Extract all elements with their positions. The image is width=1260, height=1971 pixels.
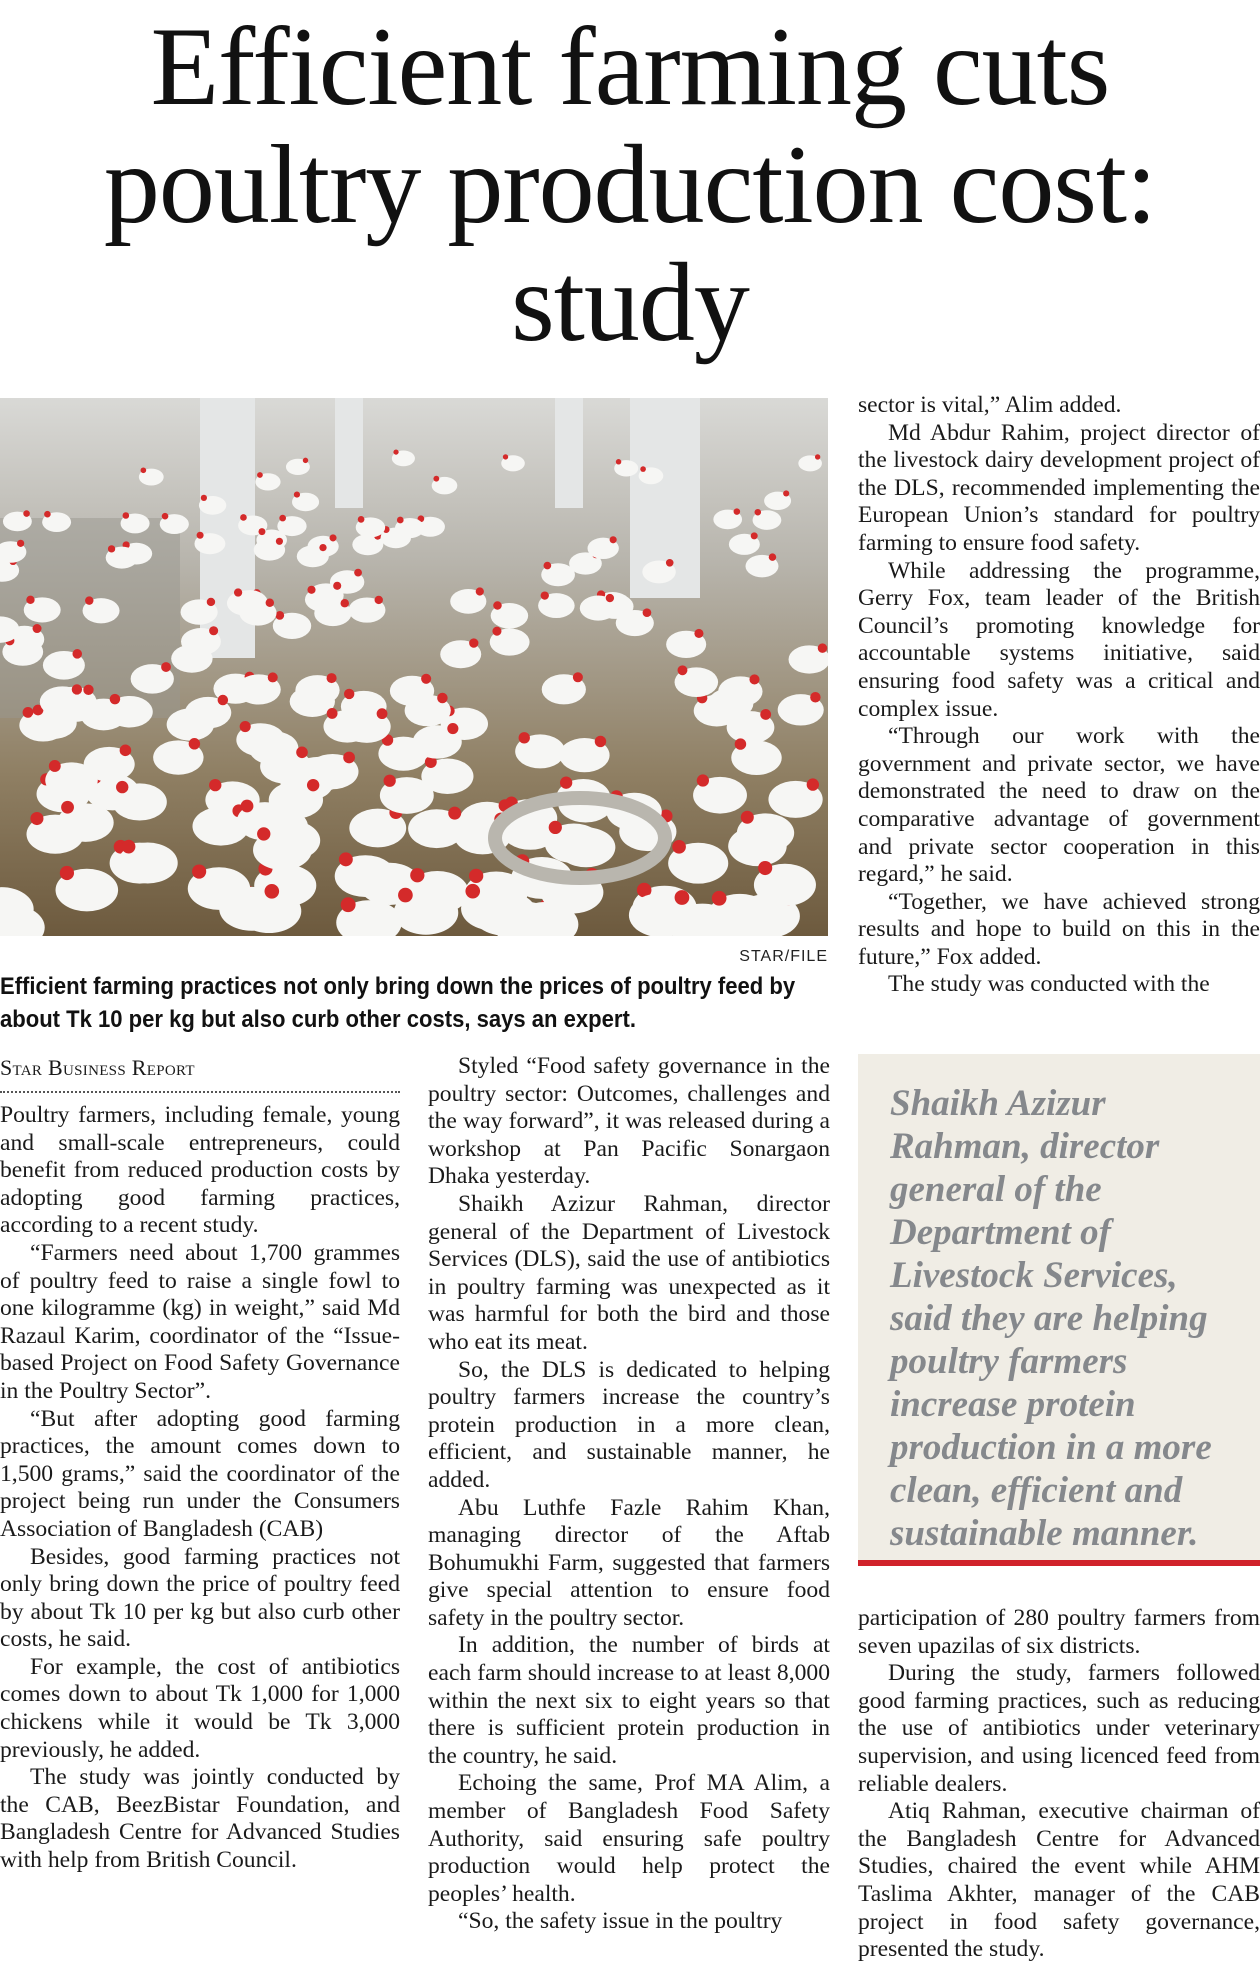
paragraph: “But after adopting good farming practices, the amount comes down to 1,500 grams,” said the coordinator of the project being run under the Consumers Association of Bangladesh (CAB)	[0, 1405, 400, 1542]
paragraph: Echoing the same, Prof MA Alim, a member of Bangladesh Food Safety Authority, said ensuring safe poultry production would help protect the peoples’ health.	[428, 1770, 830, 1907]
paragraph: “Through our work with the government and private sector, we have demonstrated the need to draw on the comparative advantage of government and private sector cooperation in this regard,” he said.	[858, 723, 1260, 888]
paragraph: The study was jointly conducted by the CAB, BeezBistar Foundation, and Bangladesh Centre for Advanced Studies with help from British Council.	[0, 1764, 400, 1874]
paragraph: Atiq Rahman, executive chairman of the Bangladesh Centre for Advanced Studies, chaired the event while AHM Taslima Akhter, manager of the CAB project in food safety governance, presented the study.	[858, 1798, 1260, 1963]
paragraph: “So, the safety issue in the poultry	[458, 1908, 783, 1935]
paragraph: In addition, the number of birds at each farm should increase to at least 8,000 within the next six to eight years so that there is sufficient protein production in the country, he said.	[428, 1632, 830, 1769]
pillar	[555, 398, 583, 508]
photo-caption: Efficient farming practices not only bring down the prices of poultry feed by about Tk 10 per kg but also curb other costs, says an expert.	[0, 973, 796, 1033]
pillar	[335, 398, 363, 508]
article-column-2	[428, 1053, 830, 1936]
paragraph: So, the DLS is dedicated to helping poultry farmers increase the country’s protein production in a more clean, efficient, and sustainable manner, he added.	[428, 1356, 830, 1493]
byline: Star Business Report	[0, 1055, 400, 1093]
paragraph: Md Abdur Rahim, project director of the livestock dairy development project of the DLS, recommended implementing the European Union’s standard for poultry farming to ensure food safety.	[858, 419, 1260, 556]
paragraph: sector is vital,” Alim added.	[858, 392, 1122, 418]
article-column-1	[0, 1102, 400, 1875]
poultry-farm-photo	[0, 398, 828, 936]
article-column-3-top	[858, 392, 1260, 999]
paragraph: The study was conducted with the	[888, 971, 1210, 998]
paragraph: During the study, farmers followed good farming practices, such as reducing the use of antibiotics under veterinary supervision, and using licenced feed from reliable dealers.	[858, 1660, 1260, 1797]
paragraph: participation of 280 poultry farmers from seven upazilas of six districts.	[858, 1605, 1260, 1659]
paragraph: “Together, we have achieved strong results and hope to build on this in the future,” Fox added.	[858, 888, 1260, 970]
paragraph: For example, the cost of antibiotics comes down to about Tk 1,000 for 1,000 chickens while it would be Tk 3,000 previously, he added.	[0, 1653, 400, 1763]
paragraph: Poultry farmers, including female, young and small-scale entrepreneurs, could benefit from reduced production costs by adopting good farming practices, according to a recent study.	[0, 1102, 400, 1239]
paragraph: Besides, good farming practices not only bring down the price of poultry feed by about Tk 10 per kg but also curb other costs, he said.	[0, 1543, 400, 1653]
pull-quote	[858, 1054, 1260, 1566]
photo-credit: STAR/FILE	[739, 948, 828, 965]
paragraph: Styled “Food safety governance in the poultry sector: Outcomes, challenges and the way forward”, it was released during a workshop at Pan Pacific Sonargaon Dhaka yesterday.	[428, 1053, 830, 1190]
paragraph: “Farmers need about 1,700 grammes of poultry feed to raise a single fowl to one kilogramme (kg) in weight,” said Md Razaul Karim, coordinator of the “Issue-based Project on Food Safety Governance in the Poultry Sector”.	[0, 1239, 400, 1404]
paragraph: While addressing the programme, Gerry Fox, team leader of the British Council’s promoting knowledge for accountable systems initiative, said ensuring food safety was a critical and complex issue.	[858, 557, 1260, 722]
pull-quote-text: Shaikh Azizur Rahman, director general of the Department of Livestock Services, said they are helping poultry farmers increase protein production in a more clean, efficient and sustainable manner.	[890, 1083, 1212, 1554]
paragraph: Abu Luthfe Fazle Rahim Khan, managing director of the Aftab Bohumukhi Farm, suggested that farmers give special attention to ensure food safety in the poultry sector.	[428, 1494, 830, 1631]
paragraph: Shaikh Azizur Rahman, director general of the Department of Livestock Services (DLS), said the use of antibiotics in poultry farming was unexpected as it was harmful for both the bird and those who eat its meat.	[428, 1190, 830, 1355]
headline: Efficient farming cuts poultry production cost: study	[103, 5, 1157, 365]
article-column-3-bottom	[858, 1605, 1260, 1964]
